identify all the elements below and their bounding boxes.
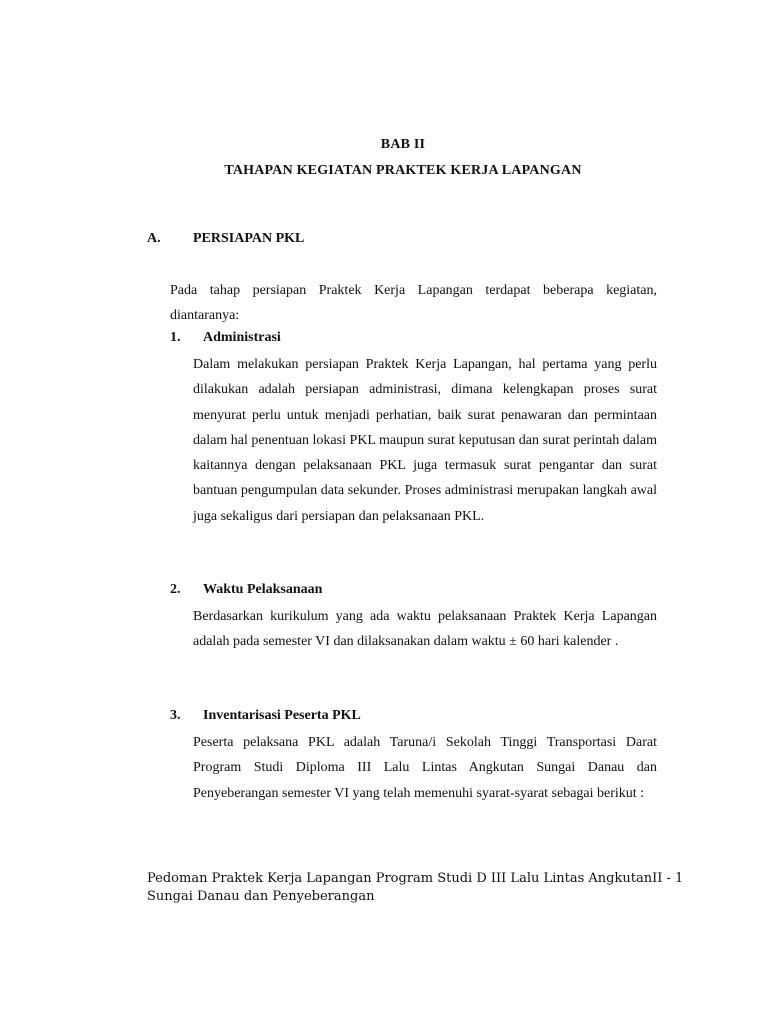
item-body-administrasi: Dalam melakukan persiapan Praktek Kerja Lapangan, hal pertama yang perlu dilakukan adalah persiapan administrasi, dimana kelengkapan proses surat menyurat perlu untuk menjadi perhatian, baik surat penawaran dan permintaan dalam hal penentuan lokasi PKL maupun surat keputusan dan surat perintah dalam kaitannya dengan pelaksanaan PKL juga termasuk surat pengantar dan surat bantuan pengumpulan data sekunder. Proses administrasi merupakan langkah awal juga sekaligus dari persiapan dan pelaksanaan PKL.	[193, 357, 657, 524]
chapter-number: BAB II	[380, 137, 426, 152]
footer-line-1: Pedoman Praktek Kerja Lapangan Program Studi D III Lalu Lintas AngkutanII - 1	[147, 871, 684, 886]
item-title-administrasi: Administrasi	[203, 330, 281, 345]
item-number-3: 3.	[170, 708, 181, 723]
item-body-inventarisasi-peserta: Peserta pelaksana PKL adalah Taruna/i Sekolah Tinggi Transportasi Darat Program Studi Diploma III Lalu Lintas Angkutan Sungai Danau dan Penyeberangan semester VI yang telah memenuhi syarat-syarat sebagai berikut :	[193, 735, 657, 801]
intro-paragraph: Pada tahap persiapan Praktek Kerja Lapangan terdapat beberapa kegiatan, diantaranya:	[170, 283, 657, 324]
section-title: PERSIAPAN PKL	[193, 231, 305, 246]
item-body-waktu-pelaksanaan: Berdasarkan kurikulum yang ada waktu pelaksanaan Praktek Kerja Lapangan adalah pada semester VI dan dilaksanakan dalam waktu ± 60 hari kalender .	[193, 609, 657, 650]
chapter-title: TAHAPAN KEGIATAN PRAKTEK KERJA LAPANGAN	[224, 163, 582, 178]
item-number-1: 1.	[170, 330, 181, 345]
footer-line-2: Sungai Danau dan Penyeberangan	[147, 889, 375, 904]
item-title-waktu-pelaksanaan: Waktu Pelaksanaan	[203, 582, 323, 597]
item-title-inventarisasi-peserta: Inventarisasi Peserta PKL	[203, 708, 361, 723]
section-letter: A.	[147, 231, 161, 246]
item-number-2: 2.	[170, 582, 181, 597]
